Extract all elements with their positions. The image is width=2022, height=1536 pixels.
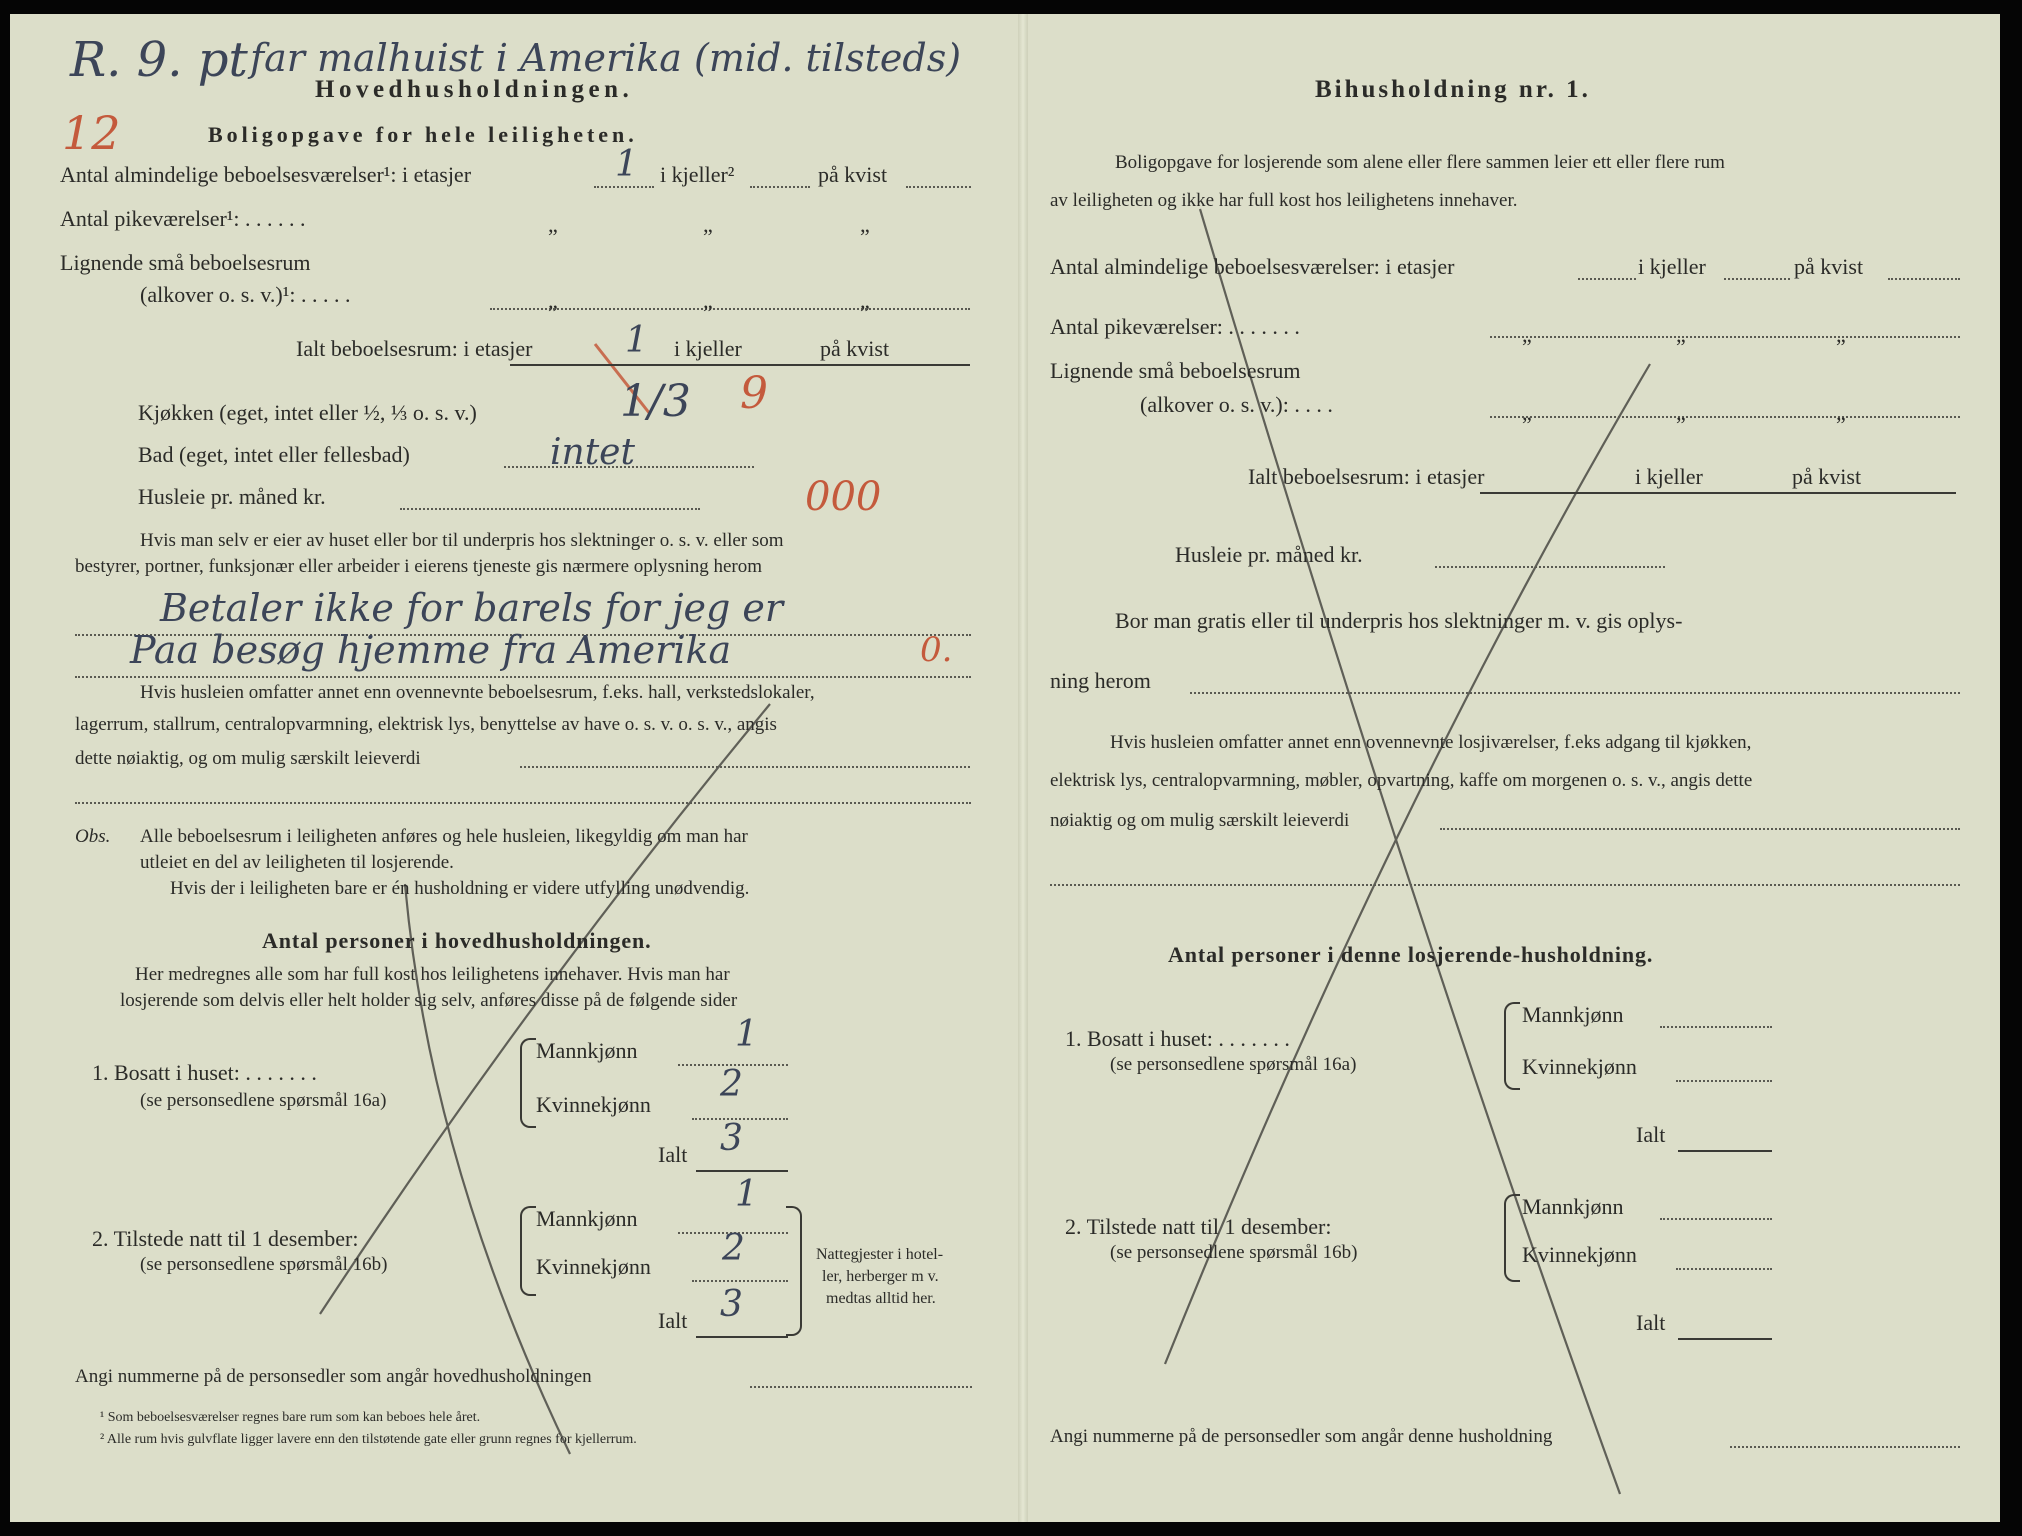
page-number: 12 (62, 106, 121, 160)
right-rent-note-2: elektrisk lys, centralopvarmning, møbler, opvartning, kaffe om morgenen o. s. v., angis dette (1050, 770, 1753, 791)
row-pikevaerelser: Antal pikeværelser¹: . . . . . . (60, 206, 306, 231)
right-persons-title: Antal personer i denne losjerende-husholdning. (1168, 942, 1654, 967)
right-rent-note-1: Hvis husleien omfatter annet enn ovennevnte losjiværelser, f.eks adgang til kjøkken, (1110, 732, 1752, 753)
ditto-mark: „ (860, 288, 870, 313)
owner-note-line-1: Hvis man selv er eier av huset eller bor til underpris hos slektninger o. s. v. eller som (140, 530, 784, 551)
obs-line-2: utleiet en del av leiligheten til losjerende. (140, 852, 454, 873)
label-ialt-kjeller: i kjeller (674, 336, 742, 361)
right-field-pikevaerelser[interactable] (1490, 336, 1960, 338)
left-q2: 2. Tilstede natt til 1 desember: (92, 1226, 359, 1251)
header-handwriting: far malhuist i Amerika (mid. tilsteds) (250, 36, 962, 80)
value-q2-mann: 1 (735, 1174, 758, 1215)
header-note: R. 9. pt (70, 32, 248, 88)
field-left-angi[interactable] (750, 1386, 972, 1388)
right-q2-brace (1504, 1194, 1520, 1282)
left-q1-mann: Mannkjønn (536, 1038, 638, 1063)
left-q2-mann: Mannkjønn (536, 1206, 638, 1231)
right-q2-kvinne: Kvinnekjønn (1522, 1242, 1637, 1267)
field-etasjer[interactable] (594, 186, 654, 188)
value-q1-kvinne: 2 (720, 1064, 743, 1105)
label-kjeller: i kjeller² (660, 162, 735, 187)
obs-line-3: Hvis der i leiligheten bare er én husholdning er videre utfylling unødvendig. (170, 878, 750, 899)
left-q1-brace (520, 1038, 536, 1128)
row-alkover: (alkover o. s. v.)¹: . . . . . (140, 282, 351, 307)
right-field-q1-mann[interactable] (1660, 1026, 1772, 1028)
label-kvist: på kvist (818, 162, 888, 187)
right-intro-1: Boligopgave for losjerende som alene eller flere sammen leier ett eller flere rum (1115, 152, 1725, 173)
ditto-mark: „ (1836, 400, 1846, 425)
ditto-mark: „ (1676, 322, 1686, 347)
field-owner-2[interactable] (75, 676, 971, 678)
left-q2-kvinne: Kvinnekjønn (536, 1254, 651, 1279)
right-field-q2-mann[interactable] (1660, 1218, 1772, 1220)
right-q1-ialt: Ialt (1636, 1122, 1666, 1147)
value-ialt-etasjer: 1 (625, 320, 648, 361)
right-field-q2-kvinne[interactable] (1676, 1268, 1772, 1270)
right-angi: Angi nummerne på de personsedler som angår denne husholdning (1050, 1426, 1553, 1447)
right-field-alkover[interactable] (1490, 416, 1960, 418)
value-q1-ialt: 3 (720, 1118, 743, 1159)
right-line-q2-ialt (1678, 1338, 1772, 1340)
field-kjeller[interactable] (750, 186, 810, 188)
right-row-almindelige: Antal almindelige beboelsesværelser: i etasjer (1050, 254, 1455, 279)
left-q1: 1. Bosatt i huset: . . . . . . . (92, 1060, 317, 1085)
night-guests-2: ler, herberger m v. (822, 1268, 939, 1285)
right-field-gratis[interactable] (1190, 692, 1960, 694)
obs-label: Obs. (75, 826, 111, 847)
right-q1-mann: Mannkjønn (1522, 1002, 1624, 1027)
night-guests-1: Nattegjester i hotel- (816, 1246, 944, 1263)
right-field-kvist[interactable] (1888, 278, 1960, 280)
left-q2-brace (520, 1206, 536, 1296)
left-q1-ialt: Ialt (658, 1142, 688, 1167)
ialt-underline (510, 364, 970, 366)
right-label-ialt-kjeller: i kjeller (1635, 464, 1703, 489)
field-rent-1[interactable] (520, 766, 970, 768)
field-alkover[interactable] (490, 308, 970, 310)
persons-note-2: losjerende som delvis eller helt holder sig selv, anføres disse på de følgende sider (120, 990, 738, 1011)
label-ialt-kvist: på kvist (820, 336, 890, 361)
right-field-rent-1[interactable] (1440, 828, 1960, 830)
ditto-mark: „ (548, 288, 558, 313)
footnote-2: ² Alle rum hvis gulvflate ligger lavere enn den tilstøtende gate eller grunn regnes for kjellerrum. (100, 1432, 637, 1447)
right-field-angi[interactable] (1730, 1446, 1960, 1448)
left-subtitle: Boligopgave for hele leiligheten. (208, 122, 638, 147)
footnote-1: ¹ Som beboelsesværelser regnes bare rum som kan bebоes hele året. (100, 1410, 481, 1425)
night-guests-brace (786, 1206, 802, 1336)
left-q1-kvinne: Kvinnekjønn (536, 1092, 651, 1117)
left-q2-sub: (se personsedlene spørsmål 16b) (140, 1254, 388, 1275)
right-row-lignende: Lignende små beboelsesrum (1050, 358, 1301, 383)
right-field-rent-2[interactable] (1050, 884, 1960, 886)
right-row-alkover: (alkover o. s. v.): . . . . (1140, 392, 1333, 417)
ditto-mark: „ (548, 212, 558, 237)
value-bad: intet (550, 432, 635, 473)
field-kvist[interactable] (906, 186, 971, 188)
right-q1: 1. Bosatt i huset: . . . . . . . (1065, 1026, 1290, 1051)
left-persons-title: Antal personer i hovedhusholdningen. (262, 928, 652, 953)
line-q1-ialt (696, 1170, 788, 1172)
ditto-mark: „ (1836, 322, 1846, 347)
right-q2-ialt: Ialt (1636, 1310, 1666, 1335)
right-field-q1-kvinne[interactable] (1676, 1080, 1772, 1082)
right-rent-note-3: nøiaktig og om mulig særskilt leieverdi (1050, 810, 1350, 831)
value-etasjer: 1 (615, 144, 638, 185)
right-field-husleie[interactable] (1435, 566, 1665, 568)
right-ialt-underline (1480, 492, 1956, 494)
right-q2-sub: (se personsedlene spørsmål 16b) (1110, 1242, 1358, 1263)
right-title: Bihusholdning nr. 1. (1315, 76, 1591, 103)
value-kjokken-red: 9 (740, 368, 768, 419)
owner-handwriting-1: Betaler ikke for barels for jeg er (160, 586, 784, 630)
right-label-ialt-kvist: på kvist (1792, 464, 1862, 489)
census-form-sheet (10, 14, 2000, 1522)
right-q1-sub: (se personsedlene spørsmål 16a) (1110, 1054, 1357, 1075)
left-title: Hovedhusholdningen. (315, 76, 634, 103)
right-line-q1-ialt (1678, 1150, 1772, 1152)
value-q1-mann: 1 (735, 1014, 758, 1055)
left-q2-ialt: Ialt (658, 1308, 688, 1333)
right-label-kjeller: i kjeller (1638, 254, 1706, 279)
value-husleie-red: 000 (805, 474, 882, 520)
right-label-kvist: på kvist (1794, 254, 1864, 279)
field-husleie[interactable] (400, 508, 700, 510)
value-q2-kvinne: 2 (722, 1228, 745, 1269)
night-guests-3: medtas alltid her. (826, 1290, 936, 1307)
right-row-pikevaerelser: Antal pikeværelser: . . . . . . . (1050, 314, 1300, 339)
row-lignende: Lignende små beboelsesrum (60, 250, 311, 275)
ditto-mark: „ (1522, 322, 1532, 347)
right-q1-kvinne: Kvinnekjønn (1522, 1054, 1637, 1079)
row-husleie: Husleie pr. måned kr. (138, 484, 326, 509)
row-ialt-beboelsesrum: Ialt beboelsesrum: i etasjer (296, 336, 533, 361)
obs-line-1: Alle beboelsesrum i leiligheten anføres og hele husleien, likegyldig om man har (140, 826, 748, 847)
right-q2: 2. Tilstede natt til 1 desember: (1065, 1214, 1332, 1239)
value-kjokken: 1/3 (620, 376, 691, 427)
ditto-mark: „ (703, 212, 713, 237)
right-gratis-1: Bor man gratis eller til underpris hos slektninger m. v. gis oplys- (1115, 608, 1683, 633)
ditto-mark: „ (860, 212, 870, 237)
ditto-mark: „ (703, 288, 713, 313)
right-q1-brace (1504, 1002, 1520, 1090)
left-angi: Angi nummerne på de personsedler som angår hovedhusholdningen (75, 1366, 592, 1387)
owner-handwriting-red: 0. (920, 630, 953, 670)
field-q2-kvinne[interactable] (692, 1280, 788, 1282)
right-intro-2: av leiligheten og ikke har full kost hos leilighetens innehaver. (1050, 190, 1518, 211)
right-row-husleie: Husleie pr. måned kr. (1175, 542, 1363, 567)
value-q2-ialt: 3 (720, 1284, 743, 1325)
owner-note-line-2: bestyrer, portner, funksjonær eller arbeider i eierens tjeneste gis nærmere oplysning herom (75, 556, 763, 577)
left-q1-sub: (se personsedlene spørsmål 16a) (140, 1090, 387, 1111)
row-almindelige: Antal almindelige beboelsesværelser¹: i etasjer (60, 162, 472, 187)
ditto-mark: „ (1522, 400, 1532, 425)
field-rent-2[interactable] (75, 802, 971, 804)
persons-note-1: Her medregnes alle som har full kost hos leilighetens innehaver. Hvis man har (135, 964, 730, 985)
right-row-ialt: Ialt beboelsesrum: i etasjer (1248, 464, 1485, 489)
rent-note-line-3: dette nøiaktig, og om mulig særskilt leieverdi (75, 748, 421, 769)
owner-handwriting-2: Paa besøg hjemme fra Amerika (130, 628, 732, 672)
right-field-kjeller[interactable] (1724, 278, 1790, 280)
row-bad: Bad (eget, intet eller fellesbad) (138, 442, 410, 467)
line-q2-ialt (696, 1336, 788, 1338)
rent-note-line-1: Hvis husleien omfatter annet enn ovennevnte beboelsesrum, f.eks. hall, verkstedslokaler, (140, 682, 815, 703)
right-field-etasjer[interactable] (1578, 278, 1636, 280)
rent-note-line-2: lagerrum, stallrum, centralopvarmning, elektrisk lys, benyttelse av have o. s. v. o. s. v., angis (75, 714, 777, 735)
right-gratis-2: ning herom (1050, 668, 1151, 693)
right-q2-mann: Mannkjønn (1522, 1194, 1624, 1219)
ditto-mark: „ (1676, 400, 1686, 425)
row-kjokken: Kjøkken (eget, intet eller ½, ⅓ o. s. v.) (138, 400, 477, 425)
